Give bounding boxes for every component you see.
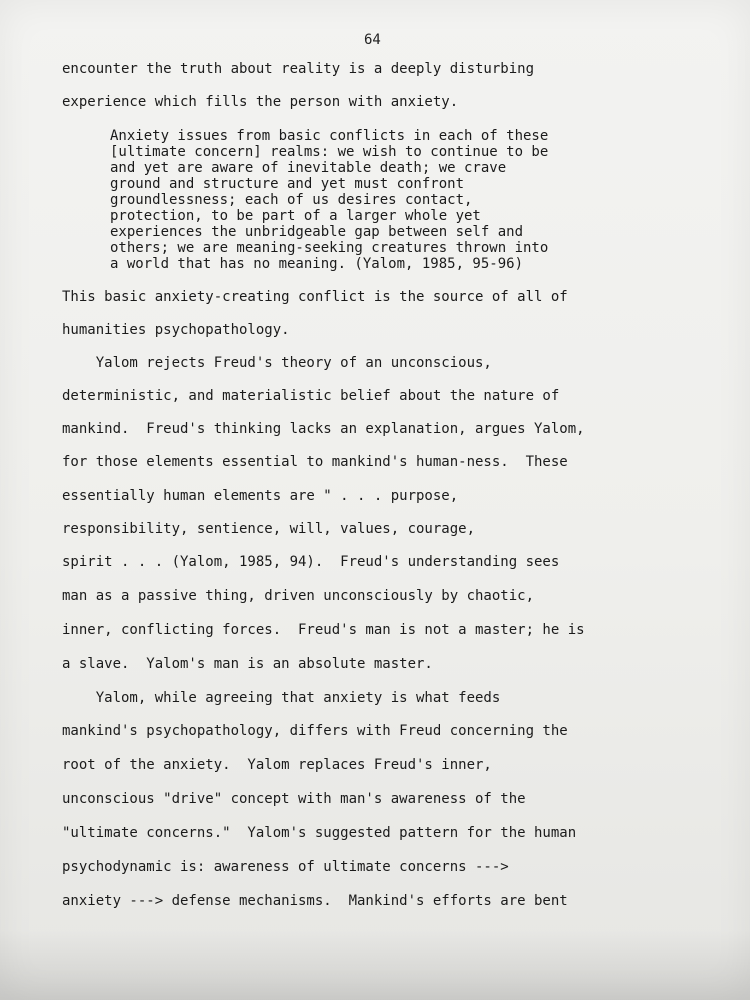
page-number: 64 [364, 32, 381, 48]
intro-line-1: encounter the truth about reality is a deeply disturbing [62, 61, 535, 77]
freud-line-1: Yalom rejects Freud's theory of an unconscious, [62, 355, 492, 371]
quote-line-8: others; we are meaning-seeking creatures thrown into [110, 240, 549, 256]
anxiety-line-4: unconscious "drive" concept with man's awareness of the [62, 791, 526, 807]
quote-line-4: ground and structure and yet must confront [110, 176, 465, 192]
quote-line-7: experiences the unbridgeable gap between self and [110, 224, 524, 240]
freud-line-10: a slave. Yalom's man is an absolute master. [62, 656, 433, 672]
freud-line-6: responsibility, sentience, will, values, courage, [62, 521, 476, 537]
anxiety-line-3: root of the anxiety. Yalom replaces Freud's inner, [62, 757, 492, 773]
freud-line-8: man as a passive thing, driven unconsciously by chaotic, [62, 588, 535, 604]
quote-line-5: groundlessness; each of us desires contact, [110, 192, 473, 208]
quote-line-3: and yet are aware of inevitable death; we crave [110, 160, 507, 176]
freud-line-2: deterministic, and materialistic belief about the nature of [62, 388, 560, 404]
after-quote-line-2: humanities psychopathology. [62, 322, 290, 338]
freud-line-9: inner, conflicting forces. Freud's man is not a master; he is [62, 622, 585, 638]
anxiety-line-5: "ultimate concerns." Yalom's suggested pattern for the human [62, 825, 577, 841]
freud-line-4: for those elements essential to mankind's human-ness. These [62, 454, 568, 470]
freud-line-3: mankind. Freud's thinking lacks an explanation, argues Yalom, [62, 421, 585, 437]
after-quote-line-1: This basic anxiety-creating conflict is the source of all of [62, 289, 568, 305]
page-shadow [0, 930, 750, 1000]
anxiety-line-2: mankind's psychopathology, differs with Freud concerning the [62, 723, 568, 739]
anxiety-line-1: Yalom, while agreeing that anxiety is what feeds [62, 690, 501, 706]
quote-line-1: Anxiety issues from basic conflicts in each of these [110, 128, 549, 144]
freud-line-5: essentially human elements are " . . . purpose, [62, 488, 459, 504]
anxiety-line-7: anxiety ---> defense mechanisms. Mankind's efforts are bent [62, 893, 568, 909]
body-text [62, 0, 712, 909]
intro-line-2: experience which fills the person with anxiety. [62, 94, 459, 110]
quote-line-9: a world that has no meaning. (Yalom, 1985, 95-96) [110, 256, 524, 272]
anxiety-line-6: psychodynamic is: awareness of ultimate concerns ---> [62, 859, 509, 875]
freud-line-7: spirit . . . (Yalom, 1985, 94). Freud's understanding sees [62, 554, 560, 570]
quote-line-6: protection, to be part of a larger whole yet [110, 208, 481, 224]
quote-line-2: [ultimate concern] realms: we wish to continue to be [110, 144, 549, 160]
